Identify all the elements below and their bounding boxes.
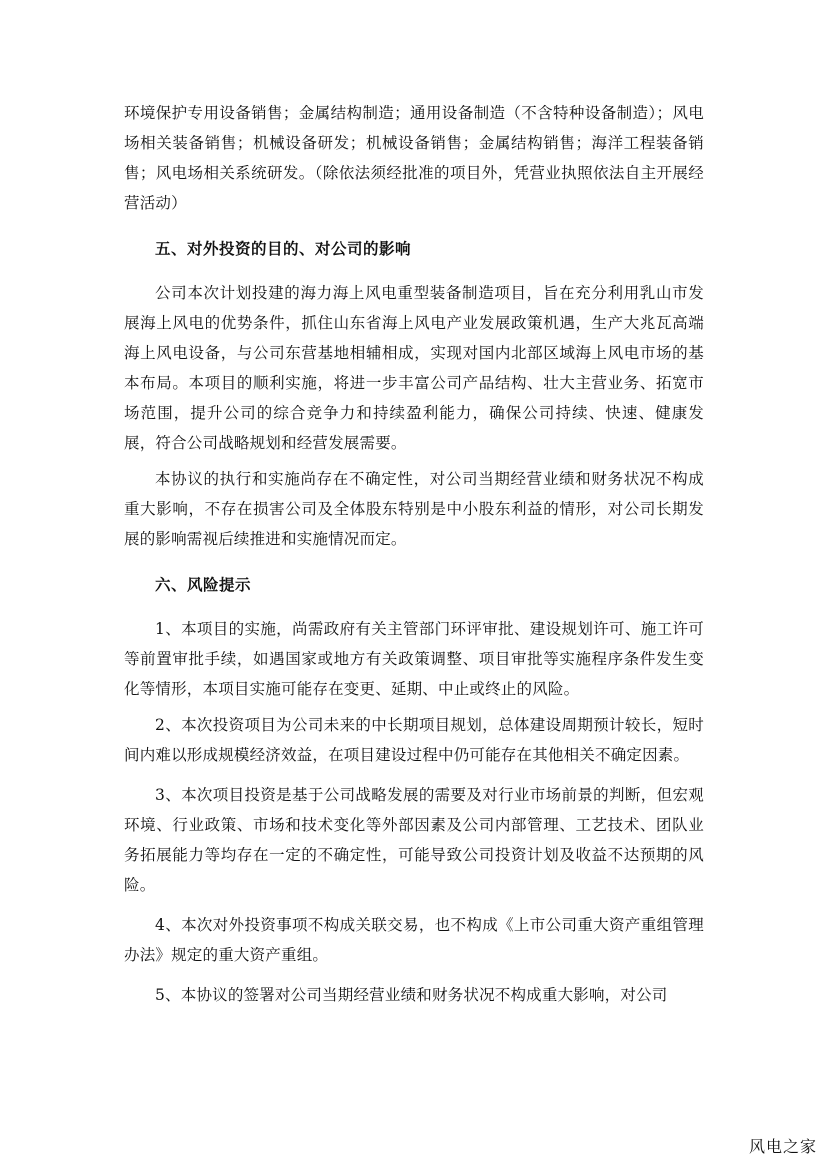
section5-paragraph-1: 公司本次计划投建的海力海上风电重型装备制造项目，旨在充分利用乳山市发展海上风电的优势条件，抓住山东省海上风电产业发展政策机遇，生产大兆瓦高端海上风电设备，与公司东营基地相辅相成，实现对国内北部区域海上风电市场的基本布局。本项目的顺利实施，将进一步丰富公司产品结构、壮大主营业务、拓宽市场范围，提升公司的综合竞争力和持续盈利能力，确保公司持续、快速、健康发展，符合公司战略规划和经营发展需要。 <box>124 284 704 452</box>
section5-heading: 五、对外投资的目的、对公司的影响 <box>155 240 412 258</box>
section6-heading: 六、风险提示 <box>155 576 252 594</box>
risk-item-1: 1、本项目的实施，尚需政府有关主管部门环评审批、建设规划许可、施工许可等前置审批手续，如遇国家或地方有关政策调整、项目审批等实施程序条件发生变化等情形，本项目实施可能存在变更、延期、中止或终止的风险。 <box>124 620 704 698</box>
risk-item-4: 4、本次对外投资事项不构成关联交易，也不构成《上市公司重大资产重组管理办法》规定的重大资产重组。 <box>124 916 704 964</box>
risk-item-2: 2、本次投资项目为公司未来的中长期项目规划，总体建设周期预计较长，短时间内难以形成规模经济效益，在项目建设过程中仍可能存在其他相关不确定因素。 <box>124 716 704 764</box>
section5-paragraph-2: 本协议的执行和实施尚存在不确定性，对公司当期经营业绩和财务状况不构成重大影响，不存在损害公司及全体股东特别是中小股东利益的情形，对公司长期发展的影响需视后续推进和实施情况而定。 <box>124 470 704 548</box>
risk-item-3: 3、本次项目投资是基于公司战略发展的需要及对行业市场前景的判断，但宏观环境、行业政策、市场和技术变化等外部因素及公司内部管理、工艺技术、团队业务拓展能力等均存在一定的不确定性，可能导致公司投资计划及收益不达预期的风险。 <box>124 786 704 894</box>
risk-item-5: 5、本协议的签署对公司当期经营业绩和财务状况不构成重大影响，对公司 <box>155 986 668 1004</box>
document-page <box>124 98 704 1010</box>
watermark-text: 风电之家 <box>748 1137 817 1156</box>
intro-paragraph: 环境保护专用设备销售；金属结构制造；通用设备制造（不含特种设备制造）；风电场相关装备销售；机械设备研发；机械设备销售；金属结构销售；海洋工程装备销售；风电场相关系统研发。（除依法须经批准的项目外，凭营业执照依法自主开展经营活动） <box>124 104 704 212</box>
